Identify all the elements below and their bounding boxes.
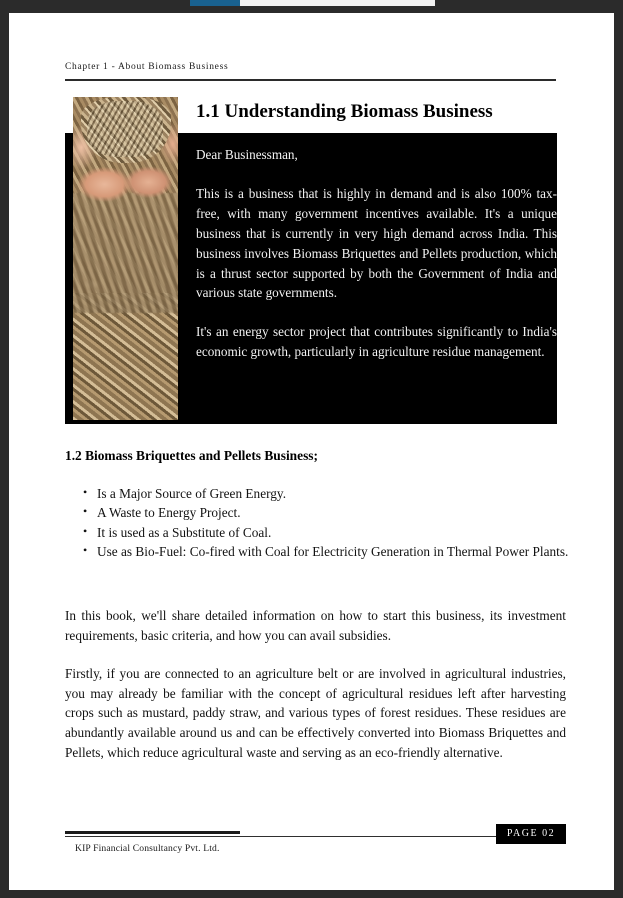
footer-company-name: KIP Financial Consultancy Pvt. Ltd. (75, 843, 220, 854)
page-scroll-thumb[interactable] (190, 0, 240, 6)
body-paragraph-2: Firstly, if you are connected to an agriculture belt or are involved in agricultural industries, you may already be familiar with the concept of agricultural residues left after harvesting crops such as mustard, paddy straw, and various types of forest residues. These residues are abundantly available around us and can be effectively converted into Biomass Briquettes and Pellets, which reduce agricultural waste and serving as an eco-friendly alternative. (65, 666, 566, 760)
hero-paragraph-2: It's an energy sector project that contributes significantly to India's economic growth, particularly in agriculture residue management. (196, 324, 557, 360)
pellets-photo-canvas (73, 97, 178, 420)
hero-copy-block (196, 145, 557, 362)
hero-paragraph-1: This is a business that is highly in demand and is also 100% tax-free, with many government incentives available. It's a unique business that is currently in very high demand across India. This business involves Biomass Briquettes and Pellets production, which is a thrust sector supported by both the Government of India and various state governments. (196, 185, 557, 301)
photo-pellet-pile-middle (73, 193, 178, 313)
header-divider (65, 79, 556, 81)
list-item: • Is a Major Source of Green Energy. (97, 484, 598, 503)
list-item: • A Waste to Energy Project. (97, 503, 598, 522)
body-copy-block (65, 606, 566, 762)
pellets-photo (73, 97, 178, 420)
list-item: • Use as Bio-Fuel: Co-fired with Coal for Electricity Generation in Thermal Power Plants. (97, 542, 598, 561)
list-item: • It is used as a Substitute of Coal. (97, 523, 598, 542)
footer-divider-thick (65, 831, 240, 834)
chapter-header: Chapter 1 - About Biomass Business (65, 62, 229, 72)
body-paragraph-1: In this book, we'll share detailed information on how to start this business, its investment requirements, basic criteria, and how you can avail subsidies. (65, 608, 566, 643)
document-page (9, 13, 614, 890)
hero-salutation: Dear Businessman, (196, 147, 298, 162)
benefits-bullet-list (65, 484, 598, 562)
footer-divider-thin (65, 836, 557, 837)
subsection-title: 1.2 Biomass Briquettes and Pellets Business; (65, 448, 318, 463)
section-title: 1.1 Understanding Biomass Business (196, 101, 493, 122)
page-number-badge: PAGE 02 (496, 824, 566, 844)
